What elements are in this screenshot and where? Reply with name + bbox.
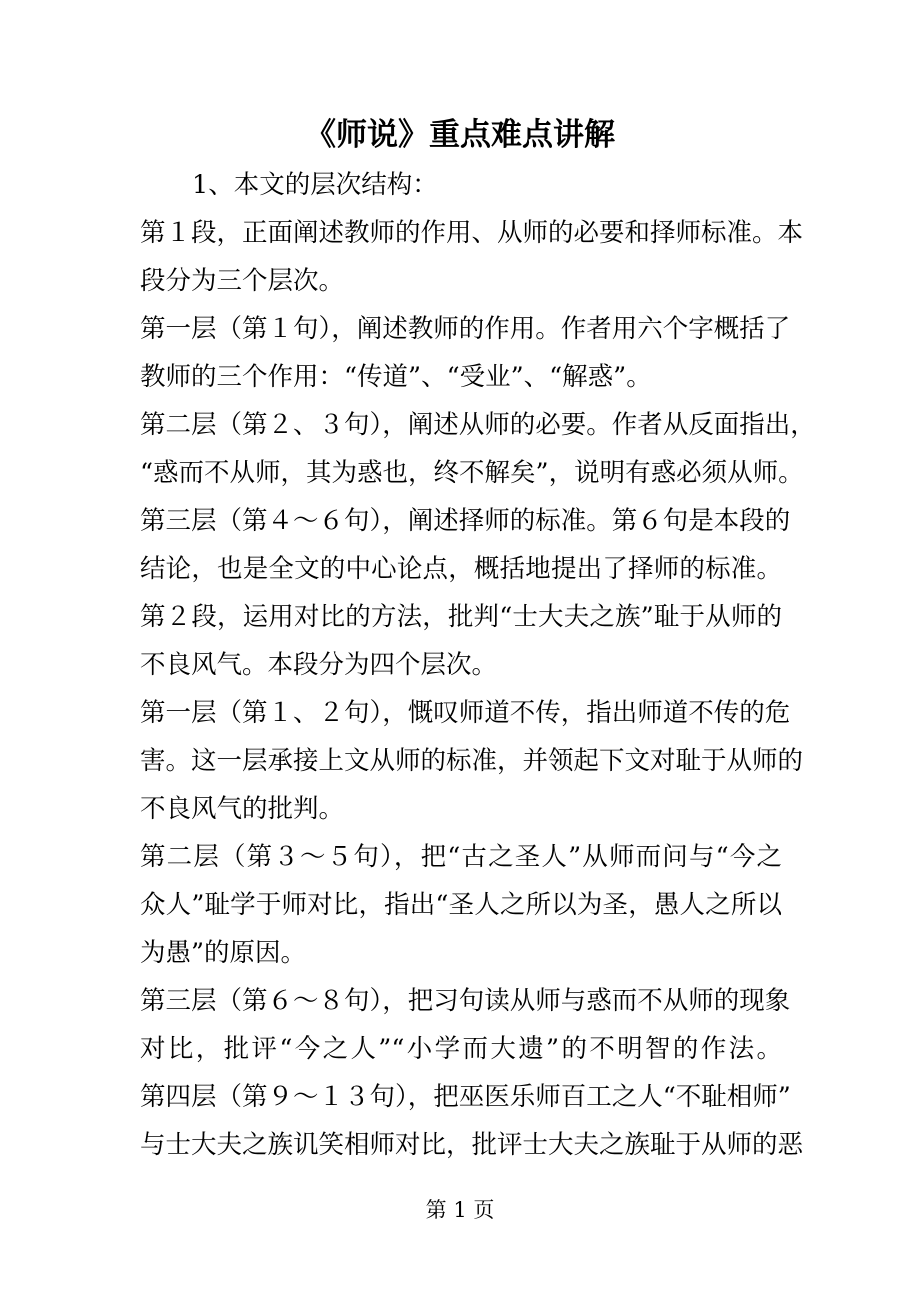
text-line: “惑而不从师，其为惑也，终不解矣”，说明有惑必须从师。 bbox=[140, 458, 804, 488]
text-line: 教师的三个作用：“传道”、“受业”、“解惑”。 bbox=[140, 362, 652, 392]
text-line: 结论，也是全文的中心论点，概括地提出了择师的标准。 bbox=[140, 554, 782, 584]
text-line: 不良风气。本段分为四个层次。 bbox=[140, 650, 498, 680]
text-line: 第二层（第３～５句），把“古之圣人”从师而问与“今之 bbox=[140, 842, 782, 872]
text-line: 段分为三个层次。 bbox=[140, 266, 345, 296]
text-line: 与士大夫之族讥笑相师对比，批评士大夫之族耻于从师的恶 bbox=[140, 1130, 804, 1160]
page-number: 第 1 页 bbox=[425, 1198, 495, 1222]
text-line: 众人”耻学于师对比，指出“圣人之所以为圣，愚人之所以 bbox=[140, 890, 782, 920]
text-line: 为愚”的原因。 bbox=[140, 938, 307, 968]
text-line: 第三层（第４～６句），阐述择师的标准。第６句是本段的 bbox=[140, 506, 791, 536]
text-line: 1、本文的层次结构： bbox=[192, 170, 438, 200]
text-line: 第四层（第９～１３句），把巫医乐师百工之人“不耻相师” bbox=[140, 1082, 791, 1112]
text-line: 第三层（第６～８句），把习句读从师与惑而不从师的现象 bbox=[140, 986, 791, 1016]
text-line: 第一层（第１句），阐述教师的作用。作者用六个字概括了 bbox=[140, 314, 791, 344]
text-line: 对比，批评“今之人”“小学而大遗”的不明智的作法。 bbox=[140, 1034, 782, 1064]
text-line: 第２段，运用对比的方法，批判“士大夫之族”耻于从师的 bbox=[140, 602, 782, 632]
text-line: 第一层（第１、２句），慨叹师道不传，指出师道不传的危 bbox=[140, 698, 791, 728]
document-title: 《师说》重点难点讲解 bbox=[305, 117, 615, 153]
text-line: 害。这一层承接上文从师的标准，并领起下文对耻于从师的 bbox=[140, 746, 804, 776]
text-line: 第１段，正面阐述教师的作用、从师的必要和择师标准。本 bbox=[140, 218, 804, 248]
text-line: 第二层（第２、３句），阐述从师的必要。作者从反面指出， bbox=[140, 410, 816, 440]
text-line: 不良风气的批判。 bbox=[140, 794, 345, 824]
